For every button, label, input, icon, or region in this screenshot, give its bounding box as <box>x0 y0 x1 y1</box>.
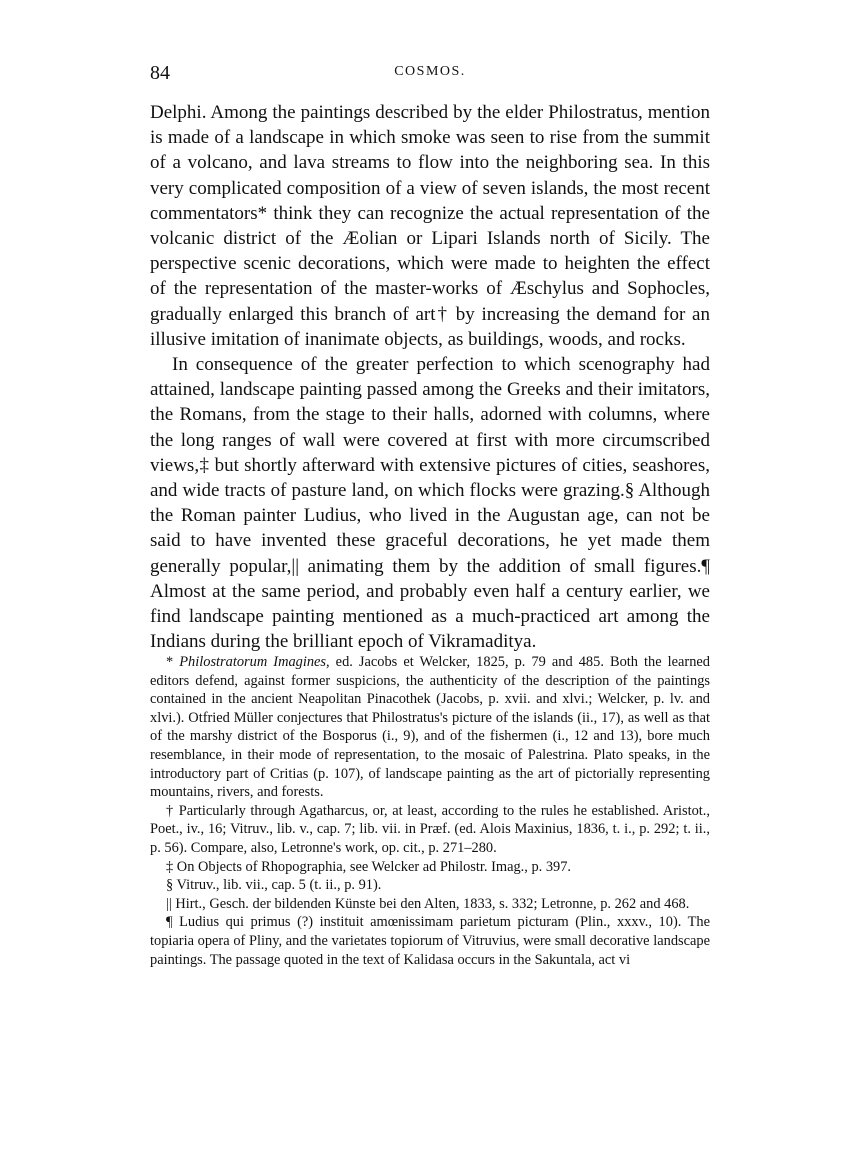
paragraph: Delphi. Among the paintings described by the elder Philostratus, mention is made of a landscape in which smoke was seen to rise from the summit of a volcano, and lava streams to flow into the neighboring sea. In this very complicated composition of a view of seven islands, the most recent commentators* think they can recognize the actual representation of the volcanic district of the Æolian or Lipari Islands north of Sicily. The perspective scenic decorations, which were made to heighten the effect of the representation of the master-works of Æschylus and Sophocles, gradually enlarged this branch of art† by increasing the demand for an illusive imitation of inanimate objects, as buildings, woods, and rocks. <box>150 102 710 350</box>
footnote-text: Particularly through Agatharcus, or, at least, according to the rules he established. Aristot., Poet., iv., 16; Vitruv., lib. v., cap. 7; lib. vii. in Præf. (ed. Alois Maxinius, 1836, t. i., p. 292; t. ii., p. 56). Compare, also, Letronne's work, op. cit., p. 271–280. <box>150 802 710 856</box>
running-head <box>150 62 710 86</box>
footnote-mark: ¶ <box>166 914 180 931</box>
footnote-mark: * <box>166 654 180 670</box>
footnote <box>150 858 710 877</box>
footnote-mark: || <box>166 895 176 912</box>
footnote <box>150 895 710 914</box>
main-text <box>150 100 710 654</box>
footnote-mark: † <box>166 802 179 819</box>
footnotes <box>150 653 710 969</box>
footnote-text: Vitruv., lib. vii., cap. 5 (t. ii., p. 91). <box>176 877 382 894</box>
footnote <box>150 913 710 969</box>
footnote <box>150 802 710 858</box>
footnote-title: Philostratorum Imagines <box>179 654 327 670</box>
running-title: COSMOS. <box>394 64 466 79</box>
footnote-mark: § <box>166 877 177 894</box>
footnote-text: Ludius qui primus (?) instituit amœnissimam parietum picturam (Plin., xxxv., 10). The topiaria opera of Pliny, and the varietates topiorum of Vitruvius, were small decorative landscape paintings. The passage quoted in the text of Kalidasa occurs in the Sakuntala, act vi <box>150 914 710 968</box>
footnote-mark: ‡ <box>166 858 177 875</box>
footnote-text: , ed. Jacobs et Welcker, 1825, p. 79 and 485. Both the learned editors defend, against former suspicions, the authenticity of the description of the paintings contained in the ancient Neapolitan Pinacothek (Jacobs, p. xvii. and xlvi.; Welcker, p. lv. and xlvi.). Otfried Müller conjectures that Philostratus's picture of the islands (ii., 17), as well as that of the marshy district of the Bosporus (i., 9), and of the fishermen (i., 12 and 13), bore much resemblance, in their mode of representation, to the mosaic of Palestrina. Plato speaks, in the introductory part of Critias (p. 107), of landscape painting as the art of pictorially representing mountains, rivers, and forests. <box>150 654 710 801</box>
paragraph: In consequence of the greater perfection to which scenography had attained, landscape painting passed among the Greeks and their imitators, the Romans, from the stage to their halls, adorned with columns, where the long ranges of wall were covered at first with more circumscribed views,‡ but shortly afterward with extensive pictures of cities, seashores, and wide tracts of pasture land, on which flocks were grazing.§ Although the Roman painter Ludius, who lived in the Augustan age, can not be said to have invented these graceful decorations, he yet made them generally popular,|| animating them by the addition of small figures.¶ Almost at the same period, and probably even half a century earlier, we find landscape painting mentioned as a much-practiced art among the Indians during the brilliant epoch of Vikramaditya. <box>150 354 710 653</box>
page-number: 84 <box>150 62 170 84</box>
footnote-text: Hirt., Gesch. der bildenden Künste bei den Alten, 1833, s. 332; Letronne, p. 262 and 468. <box>175 895 690 912</box>
footnote <box>150 653 710 802</box>
footnote <box>150 876 710 895</box>
footnote-text: On Objects of Rhopographia, see Welcker ad Philostr. Imag., p. 397. <box>176 858 572 875</box>
